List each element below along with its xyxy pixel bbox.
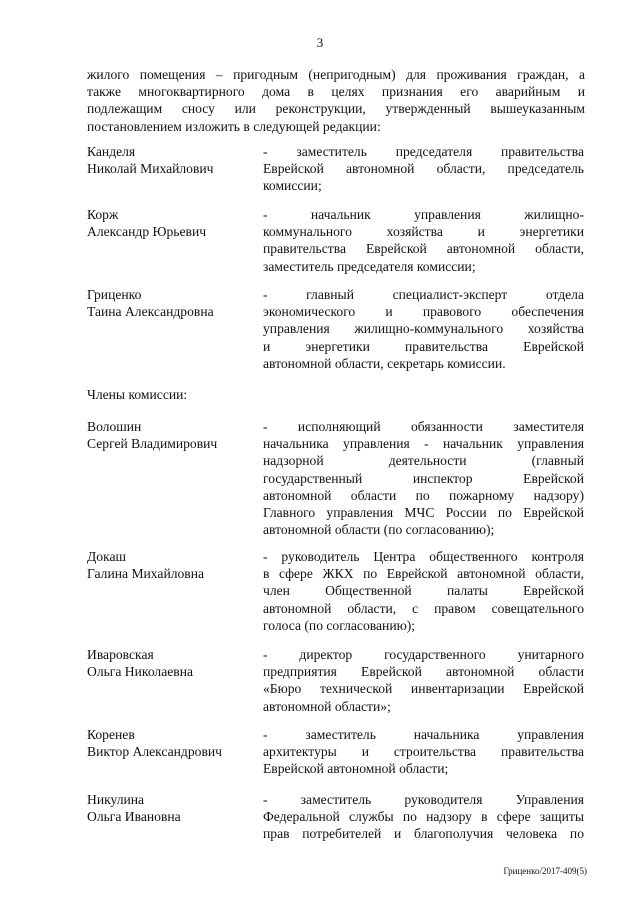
role-line: Еврейской автономной области, председатель [263, 161, 584, 177]
member-given-name: Галина Михайловна [87, 566, 205, 582]
member-given-name: Виктор Александрович [87, 744, 222, 760]
members-section-label: Члены комиссии: [87, 387, 188, 402]
member-role [263, 726, 584, 778]
member-role [263, 548, 584, 634]
role-line: автономной области, секретарь комиссии. [263, 355, 506, 371]
role-line: член Общественной палаты Еврейской [263, 583, 584, 599]
member-name [87, 286, 257, 320]
role-line: автономной области»; [263, 698, 391, 714]
member-surname: Гриценко [87, 287, 142, 302]
member-given-name: Ольга Николаевна [87, 664, 194, 680]
role-line: - начальник управления жилищно- [263, 207, 584, 222]
member-surname: Иваровская [87, 647, 154, 662]
member-name [87, 791, 257, 825]
member-role [263, 418, 584, 538]
member-name [87, 548, 257, 582]
role-line: автономной области (по согласованию); [263, 522, 495, 538]
role-line: - заместитель начальника управления [263, 727, 584, 742]
role-line: управления жилищно-коммунального хозяйства [263, 321, 584, 337]
footer-document-code: Гриценко/2017-409(5) [503, 866, 587, 876]
intro-line: жилого помещения – пригодным (непригодным) для проживания граждан, а [87, 67, 585, 82]
member-given-name: Сергей Владимирович [87, 436, 218, 452]
role-line: начальника управления - начальник управления [263, 436, 584, 452]
member-surname: Докаш [87, 549, 126, 564]
member-name [87, 143, 257, 177]
intro-line: также многоквартирного дома в целях признания его аварийным и [87, 84, 585, 100]
role-line: - заместитель председателя правительства [263, 144, 584, 159]
member-given-name: Таина Александровна [87, 304, 214, 320]
role-line: экономического и правового обеспечения [263, 304, 584, 320]
role-line: - руководитель Центра общественного контроля [263, 549, 584, 564]
role-line: прав потребителей и благополучия человека по [263, 826, 584, 842]
member-role [263, 206, 584, 275]
role-line: в сфере ЖКХ по Еврейской автономной области, [263, 566, 584, 582]
role-line: Еврейской автономной области; [263, 761, 449, 777]
role-line: архитектуры и строительства правительства [263, 744, 584, 760]
member-role [263, 646, 584, 715]
intro-line: постановлением изложить в следующей редакции: [87, 118, 381, 134]
role-line: Федеральной службы по надзору в сфере защиты [263, 809, 584, 825]
member-role [263, 791, 584, 843]
member-name [87, 418, 257, 452]
page-number: 3 [316, 35, 324, 50]
intro-paragraph [87, 66, 585, 135]
member-surname: Коренев [87, 727, 135, 742]
member-surname: Никулина [87, 792, 145, 807]
role-line: «Бюро технической инвентаризации Еврейской [263, 681, 584, 697]
role-line: - исполняющий обязанности заместителя [263, 419, 584, 434]
member-surname: Канделя [87, 144, 136, 159]
role-line: комиссии; [263, 178, 322, 194]
role-line: - главный специалист-эксперт отдела [263, 287, 584, 302]
intro-line: подлежащим сносу или реконструкции, утвержденный вышеуказанным [87, 101, 585, 117]
role-line: - заместитель руководителя Управления [263, 792, 584, 807]
member-given-name: Александр Юрьевич [87, 224, 207, 240]
role-line: государственный инспектор Еврейской [263, 470, 584, 486]
member-surname: Корж [87, 207, 119, 222]
role-line: голоса (по согласованию); [263, 617, 416, 633]
role-line: коммунального хозяйства и энергетики [263, 224, 584, 240]
role-line: предприятия Еврейской автономной области [263, 664, 584, 680]
member-role [263, 286, 584, 372]
member-role [263, 143, 584, 195]
member-name [87, 646, 257, 680]
role-line: автономной области по пожарному надзору) [263, 487, 584, 503]
member-given-name: Николай Михайлович [87, 161, 214, 177]
role-line: Главного управления МЧС России по Еврейской [263, 505, 584, 521]
role-line: - директор государственного унитарного [263, 647, 584, 662]
member-surname: Волошин [87, 419, 142, 434]
role-line: и энергетики правительства Еврейской [263, 338, 584, 354]
role-line: надзорной деятельности (главный [263, 453, 584, 469]
member-name [87, 726, 257, 760]
role-line: заместитель председателя комиссии; [263, 258, 476, 274]
member-given-name: Ольга Ивановна [87, 809, 181, 825]
role-line: правительства Еврейской автономной области, [263, 241, 584, 257]
member-name [87, 206, 257, 240]
role-line: автономной области, с правом совещательного [263, 600, 584, 616]
